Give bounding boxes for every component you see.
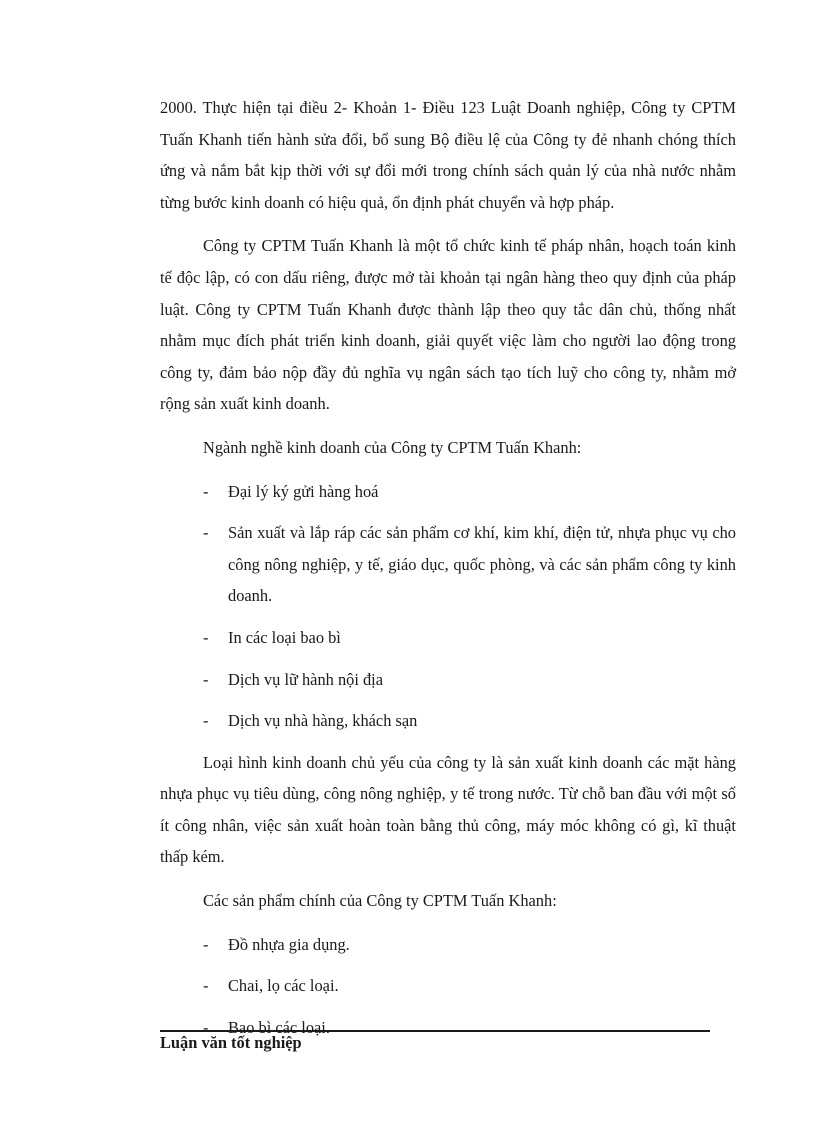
paragraph-business-lines-heading: Ngành nghề kinh doanh của Công ty CPTM Tuấn Khanh: bbox=[203, 437, 582, 457]
list-item-text: In các loại bao bì bbox=[228, 627, 341, 647]
list-dash: - bbox=[203, 523, 209, 543]
list-dash: - bbox=[203, 481, 209, 501]
paragraph-company-description: Công ty CPTM Tuấn Khanh là một tổ chức kinh tế pháp nhân, hoạch toán kinh tế độc lập, có con dấu riêng, được mở tài khoản tại ngân hàng theo quy định của pháp luật. Công ty CPTM Tuấn Khanh được thành lập theo quy tắc dân chủ, thống nhất nhằm mục đích phát triển kinh doanh, giải quyết việc làm cho người lao động trong công ty, đảm bảo nộp đầy đủ nghĩa vụ ngân sách tạo tích luỹ cho công ty, nhằm mở rộng sản xuất kinh doanh. bbox=[160, 236, 736, 414]
list-item bbox=[160, 929, 736, 961]
products-list bbox=[160, 929, 736, 1044]
list-item-text: Chai, lọ các loại. bbox=[228, 976, 339, 996]
paragraph-charter-amendment: 2000. Thực hiện tại điều 2- Khoản 1- Điều 123 Luật Doanh nghiệp, Công ty CPTM Tuấn Khanh tiến hành sửa đổi, bổ sung Bộ điều lệ của Công ty đẻ nhanh chóng thích ứng và nắm bắt kịp thời với sự đổi mới trong chính sách quản lý của nhà nước nhằm từng bước kinh doanh có hiệu quả, ổn định phát chuyển và hợp pháp. bbox=[160, 98, 736, 212]
list-item-text: Đại lý ký gửi hàng hoá bbox=[228, 481, 379, 501]
paragraph-products-heading: Các sản phẩm chính của Công ty CPTM Tuấn Khanh: bbox=[203, 891, 557, 911]
list-item bbox=[160, 664, 736, 696]
list-dash: - bbox=[203, 976, 209, 996]
list-dash: - bbox=[203, 627, 209, 647]
list-item-text: Dịch vụ nhà hàng, khách sạn bbox=[228, 711, 418, 731]
list-item bbox=[160, 970, 736, 1002]
footer-label: Luận văn tốt nghiệp bbox=[160, 1033, 302, 1052]
list-item bbox=[160, 705, 736, 737]
list-item-text: Đồ nhựa gia dụng. bbox=[228, 934, 350, 954]
list-dash: - bbox=[203, 1017, 209, 1037]
business-lines-list bbox=[160, 476, 736, 737]
list-dash: - bbox=[203, 711, 209, 731]
list-item-text: Bao bì các loại. bbox=[228, 1017, 330, 1037]
list-item bbox=[160, 517, 736, 612]
list-dash: - bbox=[203, 669, 209, 689]
document-body bbox=[160, 92, 736, 1053]
list-item bbox=[160, 476, 736, 508]
list-item bbox=[160, 622, 736, 654]
list-item-text: Sản xuất và lắp ráp các sản phẩm cơ khí, kim khí, điện tử, nhựa phục vụ cho công nông nghiệp, y tế, giáo dục, quốc phòng, và các sản phẩm công ty kinh doanh. bbox=[228, 523, 736, 606]
list-item-text: Dịch vụ lữ hành nội địa bbox=[228, 669, 384, 689]
list-dash: - bbox=[203, 934, 209, 954]
paragraph-main-business: Loại hình kinh doanh chủ yếu của công ty là sản xuất kinh doanh các mặt hàng nhựa phục vụ tiêu dùng, công nông nghiệp, y tế trong nước. Từ chỗ ban đầu với một số ít công nhân, việc sản xuất hoàn toàn bằng thủ công, máy móc không có gì, kĩ thuật thấp kém. bbox=[160, 752, 736, 867]
